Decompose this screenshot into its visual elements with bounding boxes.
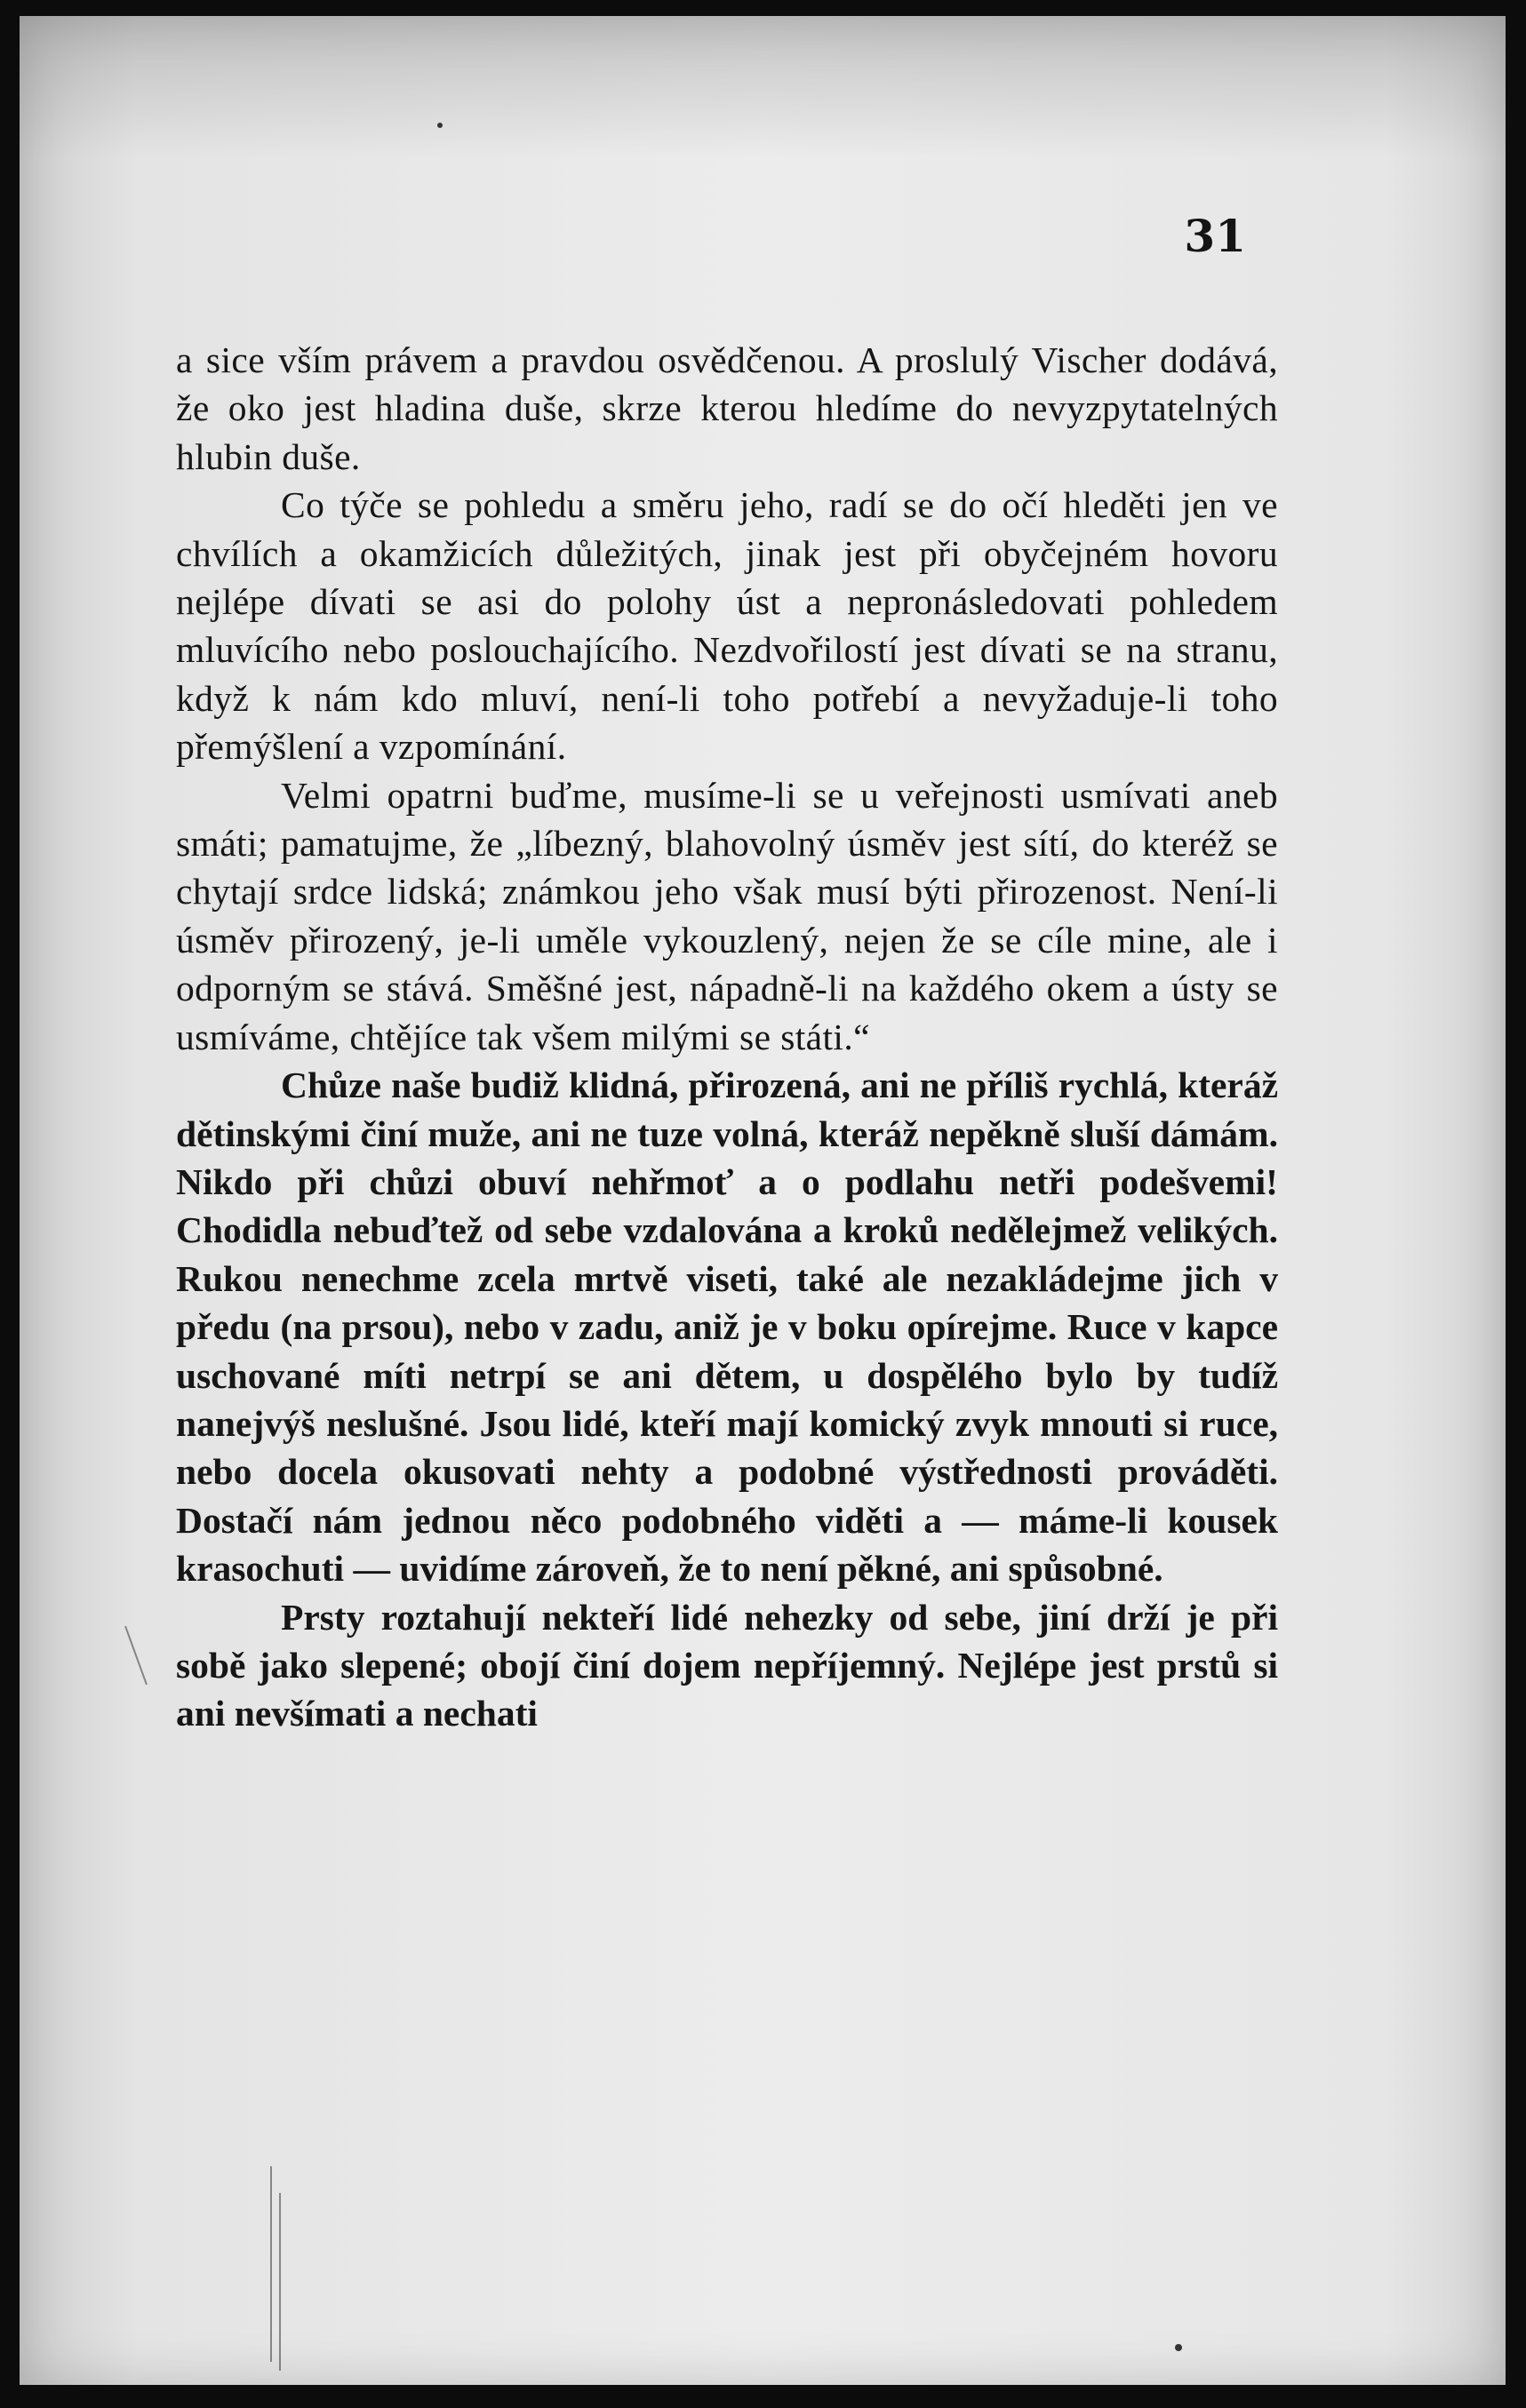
page-number: 31 xyxy=(1184,210,1246,262)
paragraph-3: Velmi opatrni buďme, musíme-li se u veřejnosti usmívati aneb smáti; pamatujme, že „líbezný, blahovolný úsměv jest sítí, do kteréž se chytají srdce lidská; známkou jeho však musí býti přirozenost. Není-li úsměv přirozený, je-li uměle vykouzlený, nejen že se cíle mine, ale i odporným se stává. Směšné jest, nápadně-li na každého okem a ústy se usmíváme, chtějíce tak všem milými se státi.“ xyxy=(176,774,1278,1057)
speck xyxy=(437,123,443,128)
book-page xyxy=(20,16,1506,2385)
body-text xyxy=(176,336,1278,1738)
paragraph-4: Chůze naše budiž klidná, přirozená, ani ne příliš rychlá, kteráž dětinskými činí muže, ani ne tuze volná, kteráž nepěkně sluší dámám. Nikdo při chůzi obuví nehřmoť a o podlahu netři podešvemi! Chodidla nebuďtež od sebe vzdalována a kroků nedělejmež velikých. Rukou nenechme zcela mrtvě viseti, také ale nezakládejme jich v předu (na prsou), nebo v zadu, aniž je v boku opírejme. Ruce v kapce uschované míti netrpí se ani dětem, u dospělého bylo by tudíž nanejvýš neslušné. Jsou lidé, kteří mají komický zvyk mnouti si ruce, nebo docela okusovati nehty a podobné výstřednosti prováděti. Dostačí nám jednou něco podobného viděti a — máme-li kousek krasochuti — uvidíme zároveň, že to není pěkné, ani spůsobné. xyxy=(176,1064,1278,1590)
paragraph-1: a sice vším právem a pravdou osvědčenou. A proslulý Vischer dodává, že oko jest hladina duše, skrze kterou hledíme do nevyzpytatelných hlubin duše. xyxy=(176,339,1278,477)
margin-mark xyxy=(279,2193,281,2371)
paragraph-5: Prsty roztahují nekteří lidé nehezky od sebe, jiní drží je při sobě jako slepené; obojí činí dojem nepříjemný. Nejlépe jest prstů si ani nevšímati a nechati xyxy=(176,1596,1278,1734)
page-shading xyxy=(20,16,1506,158)
margin-mark xyxy=(124,1626,148,1685)
paragraph-2: Co týče se pohledu a směru jeho, radí se do očí hleděti jen ve chvílích a okamžicích důležitých, jinak jest při obyčejném hovoru nejlépe dívati se asi do polohy úst a nepronásledovati pohledem mluvícího nebo poslouchajícího. Nezdvořilostí jest dívati se na stranu, když k nám kdo mluví, není-li toho potřebí a nevyžaduje-li toho přemýšlení a vzpomínání. xyxy=(176,484,1278,768)
speck xyxy=(1175,2344,1182,2351)
margin-mark xyxy=(270,2166,272,2362)
